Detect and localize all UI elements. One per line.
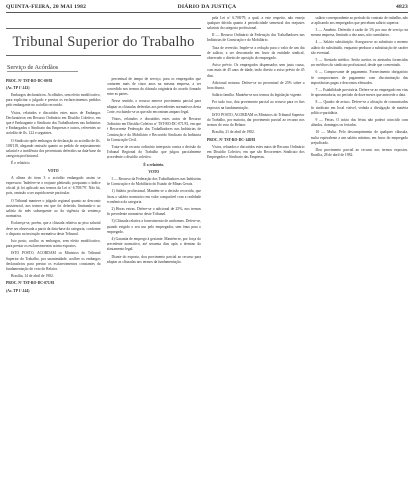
left-block [6,16,201,500]
body-paragraph: Brasília, 14 de abril de 1982. [11,274,54,279]
page-columns [6,16,408,500]
court-banner: Tribunal Superior do Trabalho [6,28,201,56]
page-header [6,4,408,13]
body-paragraph: 3) Cláusula relativa a fornecimento de uniformes. Defere-se, quando exigido o seu uso pelo empregador, sem ônus para o empregado. [106,219,201,234]
body-paragraph: Brasília, 21 de abril de 1982. [212,130,255,135]
body-paragraph: Vistos, relatados e discutidos estes autos de Recurso Ordinário em Dissídio Coletivo, em que são Recorrentes Sindicato dos Empregados e Sindicato das Empresas. [207,144,305,160]
body-paragraph: 10 — Multa. Pelo descumprimento de qualquer cláusula, multa equivalente a um salário mínimo, em favor do empregado prejudicado. [310,130,408,145]
body-paragraph: 9 — Férias. O início das férias não poderá coincidir com sábados, domingos ou feriados. [310,117,408,128]
body-paragraph: O Tribunal manteve o julgado regional quanto ao desconto assistencial, nos termos em que foi deferido, limitando-o ao salário do mês subsequente ao da vigência da sentença normativa. [6,198,101,219]
body-paragraph: pela Lei nº 6.708/79, a qual, a este respeito, não enseja qualquer dúvida quanto à periodicidade semestral dos reajustes salariais da categoria profissional. [207,15,305,30]
body-paragraph: 2) Horas extras. Defere-se o adicional de 25%, nos termos do precedente normativo deste Tribunal. [106,206,201,217]
case-reference: PROC. Nº TST-RO-DC-071/81 [6,281,55,286]
body-paragraph: Esclareça-se, porém, que a cláusula relativa ao piso salarial deve ser observada a partir da data-base da categoria, conforme o disposto na instrução normativa deste Tribunal. [6,221,101,236]
body-paragraph: A alínea do item 3 o acórdão embargado assim se expressou: 'Indefere-se o reajuste pleiteado, porquanto o índice oficial já foi aplicado nos termos da Lei nº 6.708/79'. Não há, pois, omissão a ser suprida neste particular. [6,175,101,196]
body-paragraph: O Sindicato opõe embargos de declaração ao acórdão de fls. 108/118, alegando omissão quanto ao pedido de reajustamento salarial e a incidência dos percentuais deferidos na data-base da categoria profissional. [6,138,101,159]
header-publication: DIÁRIO DA JUSTIÇA [177,4,237,10]
case-reference: PROC. Nº TST-RO-DC-148/81 [207,137,256,142]
column-4 [311,16,409,500]
body-paragraph: Trata-se de recurso ordinário interposto contra a decisão do Tribunal Regional do Trabalho que julgou parcialmente procedente o dissídio coletivo. [106,144,201,160]
column-3 [207,16,305,500]
body-paragraph: É o relatório. [11,161,31,166]
body-paragraph: 4 — Salário substituição. Assegura-se ao substituto o mesmo salário do substituído, enquanto perdurar a substituição de caráter não eventual. [310,40,408,55]
body-paragraph: ISTO POSTO, ACORDAM os Ministros do Tribunal Superior do Trabalho, por unanimidade, acolher os embargos declaratórios para prestar os esclarecimentos constantes da fundamentação do voto do Relator. [6,251,101,271]
subheading: VOTO [148,169,160,174]
body-paragraph: Diante do exposto, dou provimento parcial ao recurso para adaptar as cláusulas nos termos da fundamentação. [106,254,201,264]
body-paragraph: Salário família. Mantém-se nos termos da legislação vigente. [212,93,303,98]
body-paragraph: percentual de tempo de serviço, para os empregados que contarem mais de cinco anos na mesma empresa, a ser concedido nos termos da cláusula originária do acordo firmado entre as partes. [106,76,201,97]
body-paragraph: Aviso prévio. Os empregados dispensados sem justa causa, com mais de 45 anos de idade, terão direito a aviso prévio de 45 dias. [207,63,305,78]
body-paragraph: 4) Garantia de emprego à gestante. Mantém-se, por força do precedente normativo, até sessenta dias após o término do afastamento legal. [106,236,201,252]
header-page-number: 4823 [395,4,408,10]
body-paragraph: 1) Salário profissional. Mantém-se a decisão recorrida, que fixou o salário normativo em valor compatível com a realidade econômica da categoria. [106,189,201,204]
body-paragraph: I — Recurso da Federação dos Trabalhadores nas Indústrias de Construção e do Mobiliário do Estado de Minas Gerais. [106,176,201,187]
body-paragraph: Adicional noturno. Defere-se no percentual de 25% sobre a hora diurna. [207,80,305,90]
section-title: Serviço de Acórdãos [7,64,78,72]
case-reference: (Ac. TP 1º.143) [6,85,30,90]
body-paragraph: Vistos, relatados e discutidos estes autos de Recurso Ordinário em Dissídio Coletivo nº TST-RO-DC-071/81, em que é Recorrente Federação dos Trabalhadores nas Indústrias de Construção e do Mobiliário e Recorrido Sindicato da Indústria da Construção Civil. [106,116,201,142]
subheading: VOTO [47,168,59,173]
body-paragraph: 6 — Comprovante de pagamento. Fornecimento obrigatório de comprovantes de pagamento com discriminação das importâncias pagas e descontos efetuados. [310,70,408,85]
body-paragraph: 7 — Estabilidade provisória. Defere-se ao empregado em vias de aposentadoria, no período de doze meses que antecede a data. [310,87,408,98]
body-paragraph: II — Recurso Ordinário da Federação dos Trabalhadores nas Indústrias de Construção e do Mobiliário. [207,33,305,43]
column-2 [107,77,202,500]
header-date: QUINTA-FEIRA, 20 MAI 1982 [6,4,87,10]
body-paragraph: Por tudo isso, dou provimento parcial ao recurso para os fins expostos na fundamentação. [207,100,305,110]
case-reference: PROC. Nº TST-RO-DC-00/81 [6,78,53,83]
body-paragraph: salário correspondente ao período do contrato de trabalho, não se aplicando aos empregados que percebam salário superior. [310,15,408,25]
left-subcolumns [6,77,201,500]
body-paragraph: Vistos, relatados e discutidos estes autos de Embargos Declaratórios em Recurso Ordinário em Dissídio Coletivo, em que é Embargante o Sindicato dos Trabalhadores nas Indústrias e Embargados o Sindicato das Empresas e outros, referentes ao acórdão de fls. 122 e seguintes. [6,110,101,136]
body-paragraph: ISTO POSTO, ACORDAM os Ministros do Tribunal Superior do Trabalho, por maioria, dar provimento parcial ao recurso nos termos do voto do Relator. [207,112,305,128]
column-1 [6,77,101,500]
case-reference: (Ac. TP 1º.144) [6,288,30,293]
body-paragraph: Dou provimento parcial ao recurso nos termos expostos. Brasília, 28 de abril de 1982. [310,147,408,158]
body-paragraph: Embargos declaratórios. Acolhidos, sem efeito modificativo, para explicitar o julgado e prestar os esclarecimentos pedidos pelo embargante no acórdão recorrido. [6,92,101,108]
subheading: É o relatório. [143,162,165,167]
body-paragraph: 5 — Atestado médico. Serão aceitos os atestados fornecidos por médicos do sindicato profissional, desde que conveniado. [310,57,408,68]
body-paragraph: Taxa de reversão. Impõe-se a redução para o valor de um dia de salário, a ser descontado em favor da entidade sindical, observado o direito de oposição do empregado. [207,45,305,60]
body-paragraph: Isto posto, acolho os embargos, sem efeito modificativo, para prestar os esclarecimentos acima expostos. [6,238,101,249]
body-paragraph: 3 — Anuênio. Deferido à razão de 1% por ano de serviço na mesma empresa, limitado a dez anos, não cumulativo. [310,27,408,38]
body-paragraph: Nesse sentido, o recurso merece provimento parcial para adaptar as cláusulas deferidas aos precedentes normativos desta Corte, excluindo-se as que não encontram amparo legal. [106,99,201,114]
body-paragraph: 8 — Quadro de avisos. Defere-se a afixação de comunicados do sindicato em local visível, vedada a divulgação de matéria político-partidária. [310,100,408,115]
